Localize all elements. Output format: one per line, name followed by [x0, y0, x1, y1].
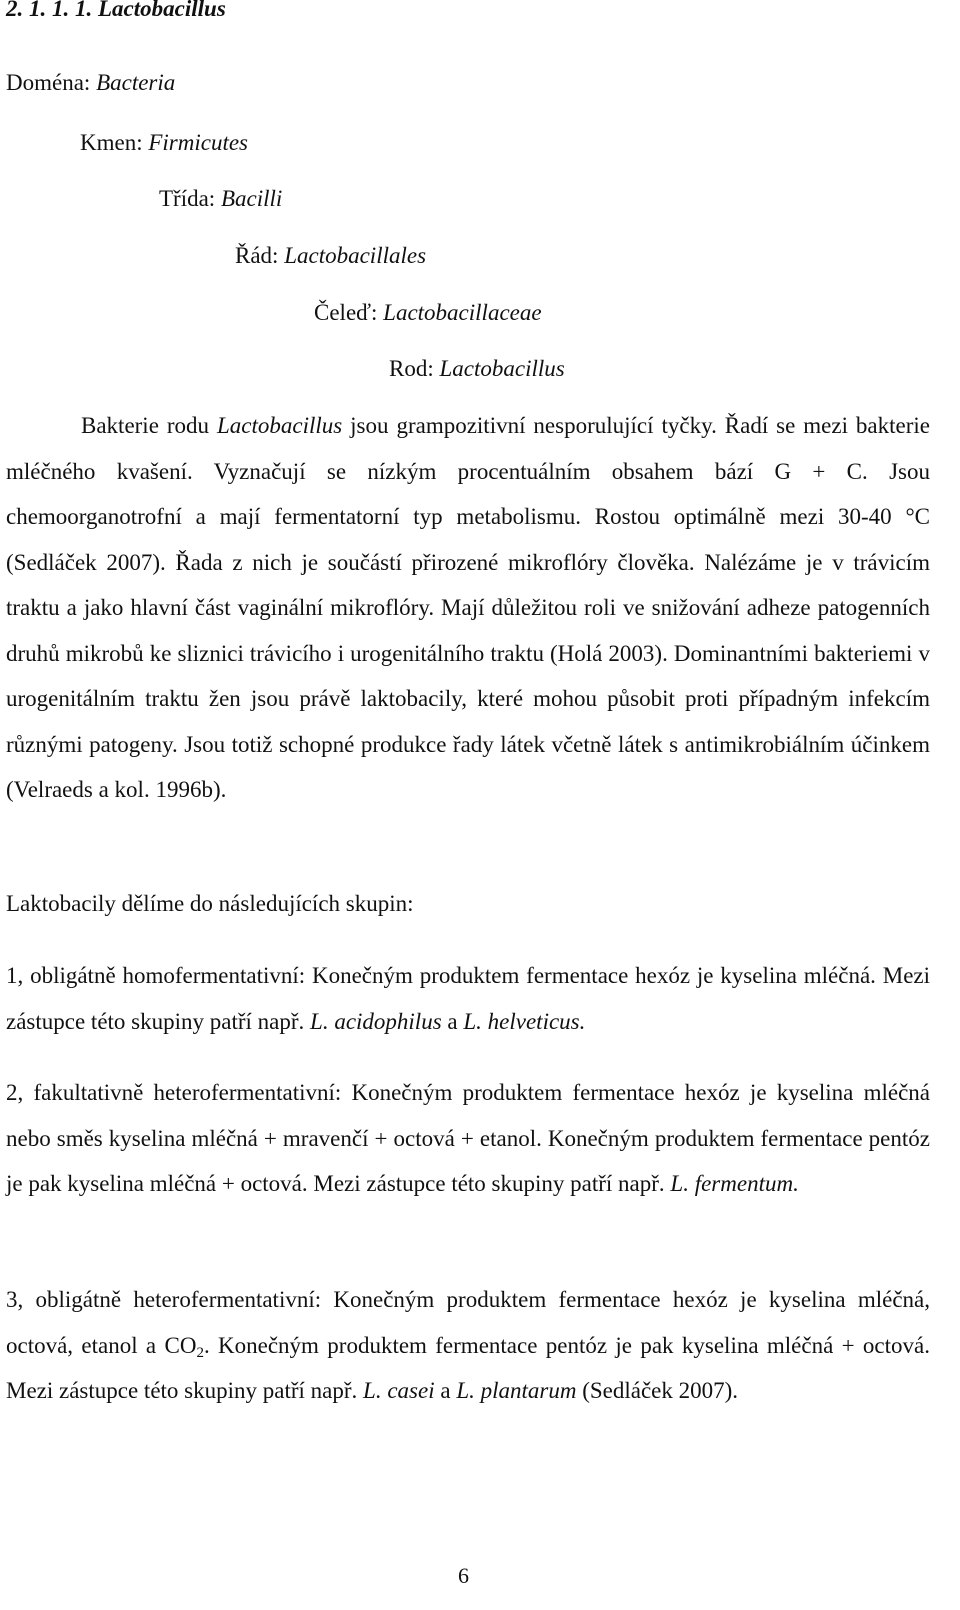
taxonomy-value: Lactobacillales [284, 243, 427, 268]
species-name: L. acidophilus [310, 1008, 442, 1034]
taxonomy-value: Lactobacillaceae [383, 300, 542, 325]
group-3-text-2: . Konečným produktem fermentace pentóz je pak kyselina mléčná + octová. Mezi zástupce této skupiny patří např. [6, 1332, 930, 1403]
group-2-text: 2, fakultativně heterofermentativní: Konečným produktem fermentace hexóz je kyselina mléčná nebo směs kyselina mléčná + mravenčí + octová + etanol. Konečným produktem fermentace pentóz je pak kyselina mléčná + octová. Mezi zástupce této skupiny patří např. [6, 1080, 930, 1196]
taxonomy-label: Doména: [6, 70, 97, 95]
section-heading: 2. 1. 1. 1. Lactobacillus [6, 0, 226, 21]
taxonomy-value: Lactobacillus [439, 356, 565, 381]
group-1-paragraph [6, 953, 930, 1044]
genus-name: Lactobacillus [216, 413, 343, 438]
page-number: 6 [458, 1563, 469, 1588]
species-name: L. casei [363, 1378, 435, 1403]
species-name: L. helveticus. [463, 1008, 586, 1034]
species-name: L. plantarum [456, 1378, 577, 1403]
group-3-paragraph [6, 1277, 930, 1414]
intro-paragraph [6, 403, 930, 813]
group-2-paragraph [6, 1070, 930, 1207]
taxonomy-value: Firmicutes [148, 130, 249, 155]
taxonomy-genus [389, 356, 565, 382]
taxonomy-class [159, 186, 282, 212]
intro-text-2: jsou grampozitivní nesporulující tyčky. Řadí se mezi bakterie mléčného kvašení. Vyznačují se nízkým procentuálním obsahem bází G + C. Jsou chemoorganotrofní a mají fermentatorní typ metabolismu. Rostou optimálně mezi 30-40 °C (Sedláček 2007). Řada z nich je součástí přirozené mikroflóry člověka. Nalézáme je v trávicím traktu a jako hlavní část vaginální mikroflóry. Mají důležitou roli ve snižování adheze patogenních druhů mikrobů ke sliznici trávicího i urogenitálního traktu (Holá 2003). Dominantními bakteriemi v urogenitálním traktu žen jsou právě laktobacily, které mohou působit proti případným infekcím různými patogeny. Jsou totiž schopné produkce řady látek včetně látek s antimikrobiálním účinkem (Velraeds a kol. 1996b). [6, 413, 930, 802]
groups-intro: Laktobacily dělíme do následujících skupin: [6, 891, 414, 916]
group-1-conj: a [441, 1008, 464, 1034]
group-3-text: 3, obligátně heterofermentativní: Konečným produktem fermentace hexóz je kyselina mléčná, octová, etanol a CO [6, 1287, 930, 1358]
taxonomy-family [314, 300, 542, 326]
taxonomy-order [235, 243, 426, 269]
species-name: L. fermentum. [670, 1171, 799, 1196]
intro-text-1: Bakterie rodu [81, 413, 217, 438]
taxonomy-label: Řád: [235, 243, 285, 268]
taxonomy-phylum [80, 130, 248, 156]
taxonomy-label: Kmen: [80, 130, 149, 155]
taxonomy-label: Třída: [159, 186, 221, 211]
taxonomy-label: Rod: [389, 356, 440, 381]
taxonomy-value: Bacilli [220, 186, 283, 211]
subscript: 2 [196, 1344, 204, 1361]
group-1-text: 1, obligátně homofermentativní: Konečným produktem fermentace hexóz je kyselina mléčná. Mezi zástupce této skupiny patří např. [6, 963, 930, 1034]
group-3-conj: a [434, 1378, 457, 1403]
taxonomy-value: Bacteria [96, 70, 176, 95]
group-3-citation: (Sedláček 2007). [576, 1378, 739, 1403]
taxonomy-domain [6, 70, 175, 96]
taxonomy-label: Čeleď: [314, 300, 384, 325]
